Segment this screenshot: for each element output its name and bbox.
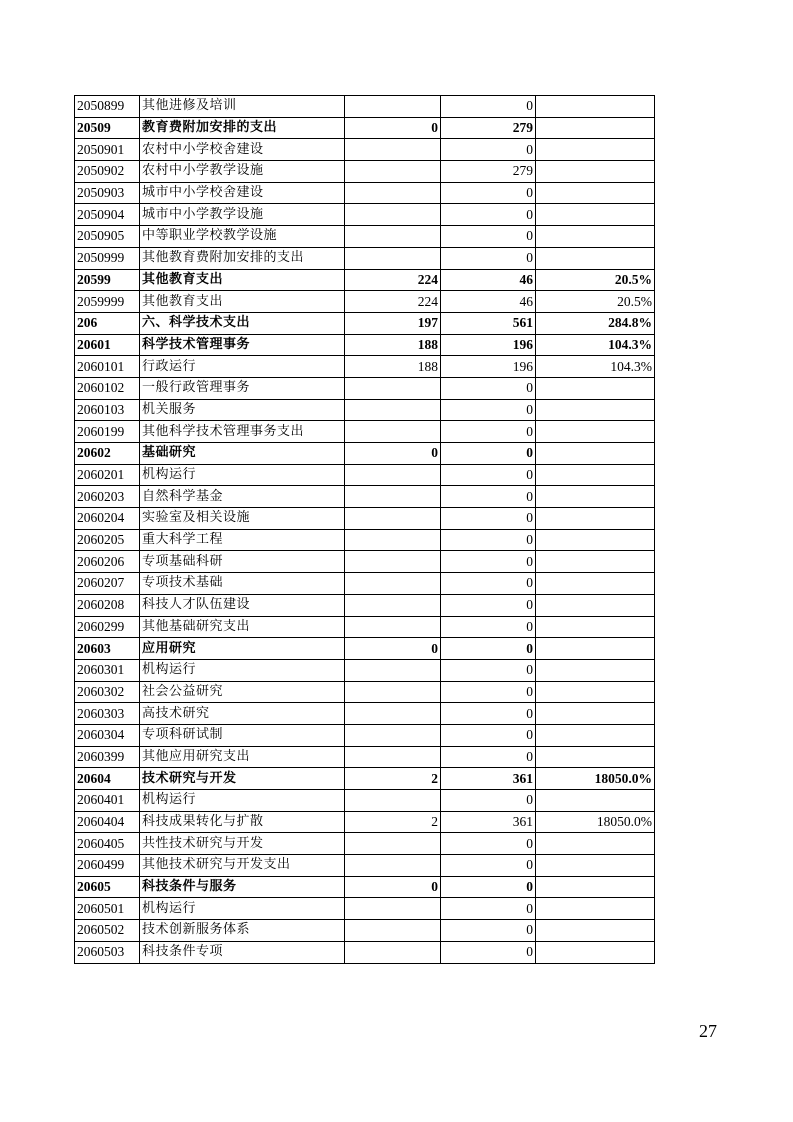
row-code: 2050901 [75, 139, 140, 161]
row-value-2: 0 [441, 247, 536, 269]
row-value-1 [345, 161, 441, 183]
row-value-1 [345, 421, 441, 443]
row-value-1: 0 [345, 638, 441, 660]
table-row [75, 790, 655, 812]
row-name: 机构运行 [140, 898, 345, 920]
table-row [75, 139, 655, 161]
row-name: 技术研究与开发 [140, 768, 345, 790]
row-value-3: 18050.0% [536, 811, 655, 833]
row-value-3 [536, 855, 655, 877]
row-value-1 [345, 377, 441, 399]
row-value-1 [345, 247, 441, 269]
row-value-1 [345, 96, 441, 118]
row-value-1: 2 [345, 768, 441, 790]
row-value-2: 0 [441, 746, 536, 768]
row-value-2: 0 [441, 96, 536, 118]
table-row [75, 638, 655, 660]
row-value-3 [536, 876, 655, 898]
row-value-1 [345, 833, 441, 855]
row-code: 2050903 [75, 182, 140, 204]
row-value-1 [345, 486, 441, 508]
row-name: 专项科研试制 [140, 724, 345, 746]
row-value-3 [536, 226, 655, 248]
row-value-2: 0 [441, 529, 536, 551]
row-code: 2060304 [75, 724, 140, 746]
row-value-3 [536, 161, 655, 183]
table-row [75, 594, 655, 616]
row-code: 2060501 [75, 898, 140, 920]
row-value-2: 0 [441, 876, 536, 898]
row-value-3 [536, 616, 655, 638]
row-value-3: 20.5% [536, 291, 655, 313]
row-name: 科学技术管理事务 [140, 334, 345, 356]
table-row [75, 464, 655, 486]
row-value-3 [536, 703, 655, 725]
row-value-1: 197 [345, 312, 441, 334]
table-row [75, 247, 655, 269]
row-code: 2060204 [75, 508, 140, 530]
row-name: 实验室及相关设施 [140, 508, 345, 530]
row-value-1 [345, 941, 441, 963]
row-value-1 [345, 594, 441, 616]
row-code: 2060208 [75, 594, 140, 616]
table-row [75, 226, 655, 248]
row-code: 20604 [75, 768, 140, 790]
row-code: 2060301 [75, 659, 140, 681]
row-code: 2060103 [75, 399, 140, 421]
row-code: 2060205 [75, 529, 140, 551]
row-value-2: 0 [441, 443, 536, 465]
row-value-2: 196 [441, 334, 536, 356]
row-code: 2060503 [75, 941, 140, 963]
row-value-1: 2 [345, 811, 441, 833]
row-value-2: 196 [441, 356, 536, 378]
row-value-3 [536, 638, 655, 660]
row-value-1 [345, 616, 441, 638]
row-value-2: 0 [441, 551, 536, 573]
table-row [75, 898, 655, 920]
row-value-3 [536, 443, 655, 465]
table-row [75, 724, 655, 746]
row-code: 2059999 [75, 291, 140, 313]
row-name: 农村中小学校舍建设 [140, 139, 345, 161]
row-value-1 [345, 529, 441, 551]
row-name: 六、科学技术支出 [140, 312, 345, 334]
table-row [75, 161, 655, 183]
row-value-3 [536, 182, 655, 204]
row-code: 2060404 [75, 811, 140, 833]
table-row [75, 703, 655, 725]
row-value-1: 0 [345, 876, 441, 898]
row-value-2: 279 [441, 161, 536, 183]
table-row [75, 291, 655, 313]
row-name: 机构运行 [140, 464, 345, 486]
row-name: 中等职业学校教学设施 [140, 226, 345, 248]
row-value-1 [345, 855, 441, 877]
table-row [75, 312, 655, 334]
row-value-3: 104.3% [536, 334, 655, 356]
row-name: 其他教育费附加安排的支出 [140, 247, 345, 269]
row-code: 2060199 [75, 421, 140, 443]
row-value-1 [345, 464, 441, 486]
row-value-2: 0 [441, 920, 536, 942]
row-value-1 [345, 703, 441, 725]
row-value-2: 0 [441, 724, 536, 746]
row-value-2: 561 [441, 312, 536, 334]
row-code: 206 [75, 312, 140, 334]
table-row [75, 117, 655, 139]
row-code: 2050899 [75, 96, 140, 118]
row-value-3 [536, 681, 655, 703]
row-value-2: 0 [441, 616, 536, 638]
row-value-1 [345, 204, 441, 226]
row-value-3 [536, 833, 655, 855]
row-value-2: 0 [441, 941, 536, 963]
row-name: 其他科学技术管理事务支出 [140, 421, 345, 443]
table-row [75, 746, 655, 768]
table-row [75, 182, 655, 204]
row-code: 2060201 [75, 464, 140, 486]
row-value-2: 0 [441, 833, 536, 855]
row-value-1: 188 [345, 334, 441, 356]
row-value-1 [345, 226, 441, 248]
table-row [75, 443, 655, 465]
row-name: 科技成果转化与扩散 [140, 811, 345, 833]
row-value-3 [536, 594, 655, 616]
table-row [75, 421, 655, 443]
table-row [75, 399, 655, 421]
row-value-3: 18050.0% [536, 768, 655, 790]
row-value-2: 0 [441, 898, 536, 920]
row-name: 其他教育支出 [140, 291, 345, 313]
row-value-2: 279 [441, 117, 536, 139]
row-value-2: 0 [441, 659, 536, 681]
row-name: 机构运行 [140, 659, 345, 681]
row-value-2: 361 [441, 768, 536, 790]
row-value-3 [536, 508, 655, 530]
row-name: 其他进修及培训 [140, 96, 345, 118]
row-value-3 [536, 573, 655, 595]
table-row [75, 377, 655, 399]
row-code: 20602 [75, 443, 140, 465]
row-name: 重大科学工程 [140, 529, 345, 551]
row-value-2: 0 [441, 486, 536, 508]
budget-table [74, 95, 655, 964]
row-name: 城市中小学校舍建设 [140, 182, 345, 204]
row-value-1 [345, 681, 441, 703]
row-value-2: 0 [441, 855, 536, 877]
row-value-3 [536, 139, 655, 161]
row-value-2: 0 [441, 681, 536, 703]
row-value-1: 0 [345, 117, 441, 139]
row-value-1 [345, 724, 441, 746]
row-name: 其他基础研究支出 [140, 616, 345, 638]
row-value-3 [536, 529, 655, 551]
row-value-3: 104.3% [536, 356, 655, 378]
row-value-1 [345, 920, 441, 942]
row-value-2: 46 [441, 291, 536, 313]
row-code: 2060405 [75, 833, 140, 855]
row-value-2: 46 [441, 269, 536, 291]
row-code: 2060302 [75, 681, 140, 703]
row-value-1 [345, 139, 441, 161]
row-value-3 [536, 746, 655, 768]
row-name: 高技术研究 [140, 703, 345, 725]
row-value-3 [536, 96, 655, 118]
row-value-1 [345, 790, 441, 812]
row-value-2: 0 [441, 377, 536, 399]
table-row [75, 486, 655, 508]
row-value-3 [536, 247, 655, 269]
row-code: 20601 [75, 334, 140, 356]
table-body [75, 96, 655, 964]
table-row [75, 616, 655, 638]
table-row [75, 96, 655, 118]
row-name: 教育费附加安排的支出 [140, 117, 345, 139]
row-value-2: 0 [441, 182, 536, 204]
row-code: 2050904 [75, 204, 140, 226]
row-name: 农村中小学教学设施 [140, 161, 345, 183]
row-name: 社会公益研究 [140, 681, 345, 703]
row-value-1: 0 [345, 443, 441, 465]
row-name: 机构运行 [140, 790, 345, 812]
row-value-1: 188 [345, 356, 441, 378]
row-value-1 [345, 746, 441, 768]
row-value-2: 361 [441, 811, 536, 833]
row-name: 一般行政管理事务 [140, 377, 345, 399]
row-value-3 [536, 724, 655, 746]
table-row [75, 529, 655, 551]
row-value-1: 224 [345, 269, 441, 291]
row-code: 2060101 [75, 356, 140, 378]
row-value-2: 0 [441, 421, 536, 443]
row-value-3 [536, 421, 655, 443]
row-code: 2060303 [75, 703, 140, 725]
row-value-2: 0 [441, 399, 536, 421]
row-value-1 [345, 659, 441, 681]
row-value-1: 224 [345, 291, 441, 313]
row-value-2: 0 [441, 139, 536, 161]
table-row [75, 681, 655, 703]
table-row [75, 659, 655, 681]
row-code: 2060203 [75, 486, 140, 508]
table-row [75, 269, 655, 291]
row-code: 20605 [75, 876, 140, 898]
table-row [75, 204, 655, 226]
row-value-3 [536, 399, 655, 421]
row-value-3 [536, 464, 655, 486]
row-value-1 [345, 551, 441, 573]
table-row [75, 920, 655, 942]
page-number: 27 [699, 1021, 717, 1041]
row-value-1 [345, 508, 441, 530]
row-name: 科技条件专项 [140, 941, 345, 963]
row-name: 机关服务 [140, 399, 345, 421]
row-code: 2060502 [75, 920, 140, 942]
table-row [75, 876, 655, 898]
row-value-3: 284.8% [536, 312, 655, 334]
row-name: 其他教育支出 [140, 269, 345, 291]
row-code: 20599 [75, 269, 140, 291]
row-value-3 [536, 486, 655, 508]
row-value-3 [536, 377, 655, 399]
row-name: 城市中小学教学设施 [140, 204, 345, 226]
row-code: 2060207 [75, 573, 140, 595]
row-name: 应用研究 [140, 638, 345, 660]
row-value-3 [536, 659, 655, 681]
row-code: 2060102 [75, 377, 140, 399]
row-name: 共性技术研究与开发 [140, 833, 345, 855]
row-code: 20603 [75, 638, 140, 660]
row-code: 2060499 [75, 855, 140, 877]
table-row [75, 573, 655, 595]
table-row [75, 833, 655, 855]
row-name: 其他技术研究与开发支出 [140, 855, 345, 877]
row-value-3 [536, 941, 655, 963]
table-row [75, 941, 655, 963]
row-name: 专项技术基础 [140, 573, 345, 595]
row-value-2: 0 [441, 790, 536, 812]
row-value-2: 0 [441, 508, 536, 530]
row-value-3 [536, 790, 655, 812]
table-row [75, 508, 655, 530]
table-row [75, 551, 655, 573]
table-row [75, 768, 655, 790]
row-name: 科技条件与服务 [140, 876, 345, 898]
table-row [75, 334, 655, 356]
row-code: 2050905 [75, 226, 140, 248]
table-row [75, 855, 655, 877]
row-value-3: 20.5% [536, 269, 655, 291]
row-code: 2050999 [75, 247, 140, 269]
row-value-1 [345, 898, 441, 920]
row-value-2: 0 [441, 703, 536, 725]
row-name: 专项基础科研 [140, 551, 345, 573]
row-name: 其他应用研究支出 [140, 746, 345, 768]
row-name: 技术创新服务体系 [140, 920, 345, 942]
row-value-2: 0 [441, 226, 536, 248]
row-value-3 [536, 920, 655, 942]
row-value-3 [536, 551, 655, 573]
row-name: 行政运行 [140, 356, 345, 378]
row-value-1 [345, 399, 441, 421]
row-value-2: 0 [441, 594, 536, 616]
row-code: 2060299 [75, 616, 140, 638]
row-value-1 [345, 182, 441, 204]
row-name: 自然科学基金 [140, 486, 345, 508]
row-value-3 [536, 204, 655, 226]
row-code: 20509 [75, 117, 140, 139]
table-row [75, 356, 655, 378]
table-row [75, 811, 655, 833]
row-value-2: 0 [441, 204, 536, 226]
row-value-3 [536, 117, 655, 139]
row-name: 科技人才队伍建设 [140, 594, 345, 616]
row-value-2: 0 [441, 638, 536, 660]
row-value-2: 0 [441, 464, 536, 486]
row-code: 2050902 [75, 161, 140, 183]
row-code: 2060401 [75, 790, 140, 812]
row-code: 2060399 [75, 746, 140, 768]
row-value-2: 0 [441, 573, 536, 595]
row-value-1 [345, 573, 441, 595]
row-value-3 [536, 898, 655, 920]
row-name: 基础研究 [140, 443, 345, 465]
row-code: 2060206 [75, 551, 140, 573]
